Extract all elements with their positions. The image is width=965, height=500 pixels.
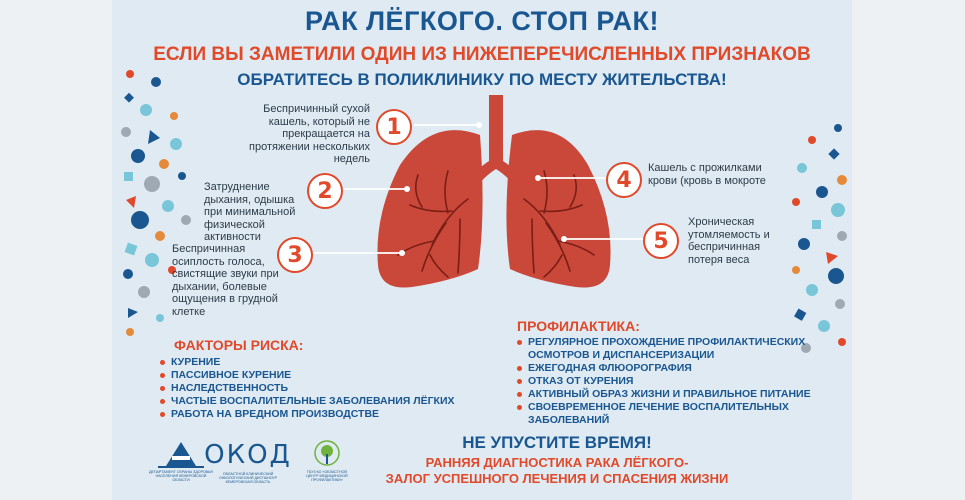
list-item: ЧАСТЫЕ ВОСПАЛИТЕЛЬНЫЕ ЗАБОЛЕВАНИЯ ЛЁГКИХ	[160, 395, 460, 408]
center-logo	[297, 440, 357, 492]
list-item: РЕГУЛЯРНОЕ ПРОХОЖДЕНИЕ ПРОФИЛАКТИЧЕСКИХ ОСМОТРОВ И ДИСПАНСЕРИЗАЦИИ	[517, 336, 832, 362]
symptom-marker-3: 3	[277, 237, 313, 273]
poster	[112, 0, 852, 500]
symptom-text-1: Беспричинный сухой кашель, который не прекращается на протяжении нескольких недель	[249, 103, 370, 165]
poster-subtitle: ЕСЛИ ВЫ ЗАМЕТИЛИ ОДИН ИЗ НИЖЕПЕРЕЧИСЛЕННЫХ ПРИЗНАКОВ	[153, 44, 811, 65]
list-item: АКТИВНЫЙ ОБРАЗ ЖИЗНИ И ПРАВИЛЬНОЕ ПИТАНИЕ	[517, 388, 832, 401]
okod-mark: ОКОД	[204, 440, 292, 470]
list-item: КУРЕНИЕ	[160, 356, 460, 369]
symptom-marker-1: 1	[376, 109, 412, 145]
list-item: СВОЕВРЕМЕННОЕ ЛЕЧЕНИЕ ВОСПАЛИТЕЛЬНЫХ ЗАБОЛЕВАНИЙ	[517, 401, 832, 427]
list-item: ЕЖЕГОДНАЯ ФЛЮОРОГРАФИЯ	[517, 362, 832, 375]
poster-call-to-action: ОБРАТИТЕСЬ В ПОЛИКЛИНИКУ ПО МЕСТУ ЖИТЕЛЬСТВА!	[237, 70, 727, 89]
list-item: ОТКАЗ ОТ КУРЕНИЯ	[517, 375, 832, 388]
symptom-marker-2: 2	[307, 173, 343, 209]
list-item: НАСЛЕДСТВЕННОСТЬ	[160, 382, 460, 395]
symptom-marker-4: 4	[606, 162, 642, 198]
tree-emblem-icon	[297, 440, 357, 470]
symptom-text-4: Кашель с прожилками крови (кровь в мокроте	[648, 162, 766, 187]
dept-logo-text: ДЕПАРТАМЕНТ ОХРАНЫ ЗДОРОВЬЯ НАСЕЛЕНИЯ КЕМЕРОВСКОЙ ОБЛАСТИ	[149, 470, 213, 483]
okod-logo	[202, 440, 294, 492]
symptom-marker-5: 5	[643, 223, 679, 259]
footer-title: НЕ УПУСТИТЕ ВРЕМЯ!	[462, 433, 652, 452]
prevention-title: ПРОФИЛАКТИКА:	[517, 318, 640, 334]
risk-factors-title: ФАКТОРЫ РИСКА:	[174, 337, 304, 353]
footer-line-2: ЗАЛОГ УСПЕШНОГО ЛЕЧЕНИЯ И СПАСЕНИЯ ЖИЗНИ	[385, 471, 729, 486]
list-item: ПАССИВНОЕ КУРЕНИЕ	[160, 369, 460, 382]
center-logo-text: ГБУЗ КО «ОБЛАСТНОЙ ЦЕНТР МЕДИЦИНСКОЙ ПРОФИЛАКТИКИ»	[306, 470, 348, 483]
okod-logo-text: ОБЛАСТНОЙ КЛИНИЧЕСКИЙ ОНКОЛОГИЧЕСКИЙ ДИСПАНСЕР КЕМЕРОВСКАЯ ОБЛАСТЬ	[218, 472, 278, 485]
symptom-text-2: Затруднение дыхания, одышка при минимальной физической активности	[204, 181, 296, 243]
prevention-list	[517, 336, 832, 427]
risk-factors-list	[160, 356, 460, 421]
footer-line-1: РАННЯЯ ДИАГНОСТИКА РАКА ЛЁГКОГО-	[425, 455, 689, 470]
symptom-text-5: Хроническая утомляемость и беспричинная потеря веса	[688, 216, 770, 266]
symptom-text-3: Беспричинная осиплость голоса, свистящие звуки при дыхании, болевые ощущения в грудной клетке	[172, 243, 279, 318]
list-item: РАБОТА НА ВРЕДНОМ ПРОИЗВОДСТВЕ	[160, 408, 460, 421]
poster-title: РАК ЛЁГКОГО. СТОП РАК!	[304, 6, 660, 36]
